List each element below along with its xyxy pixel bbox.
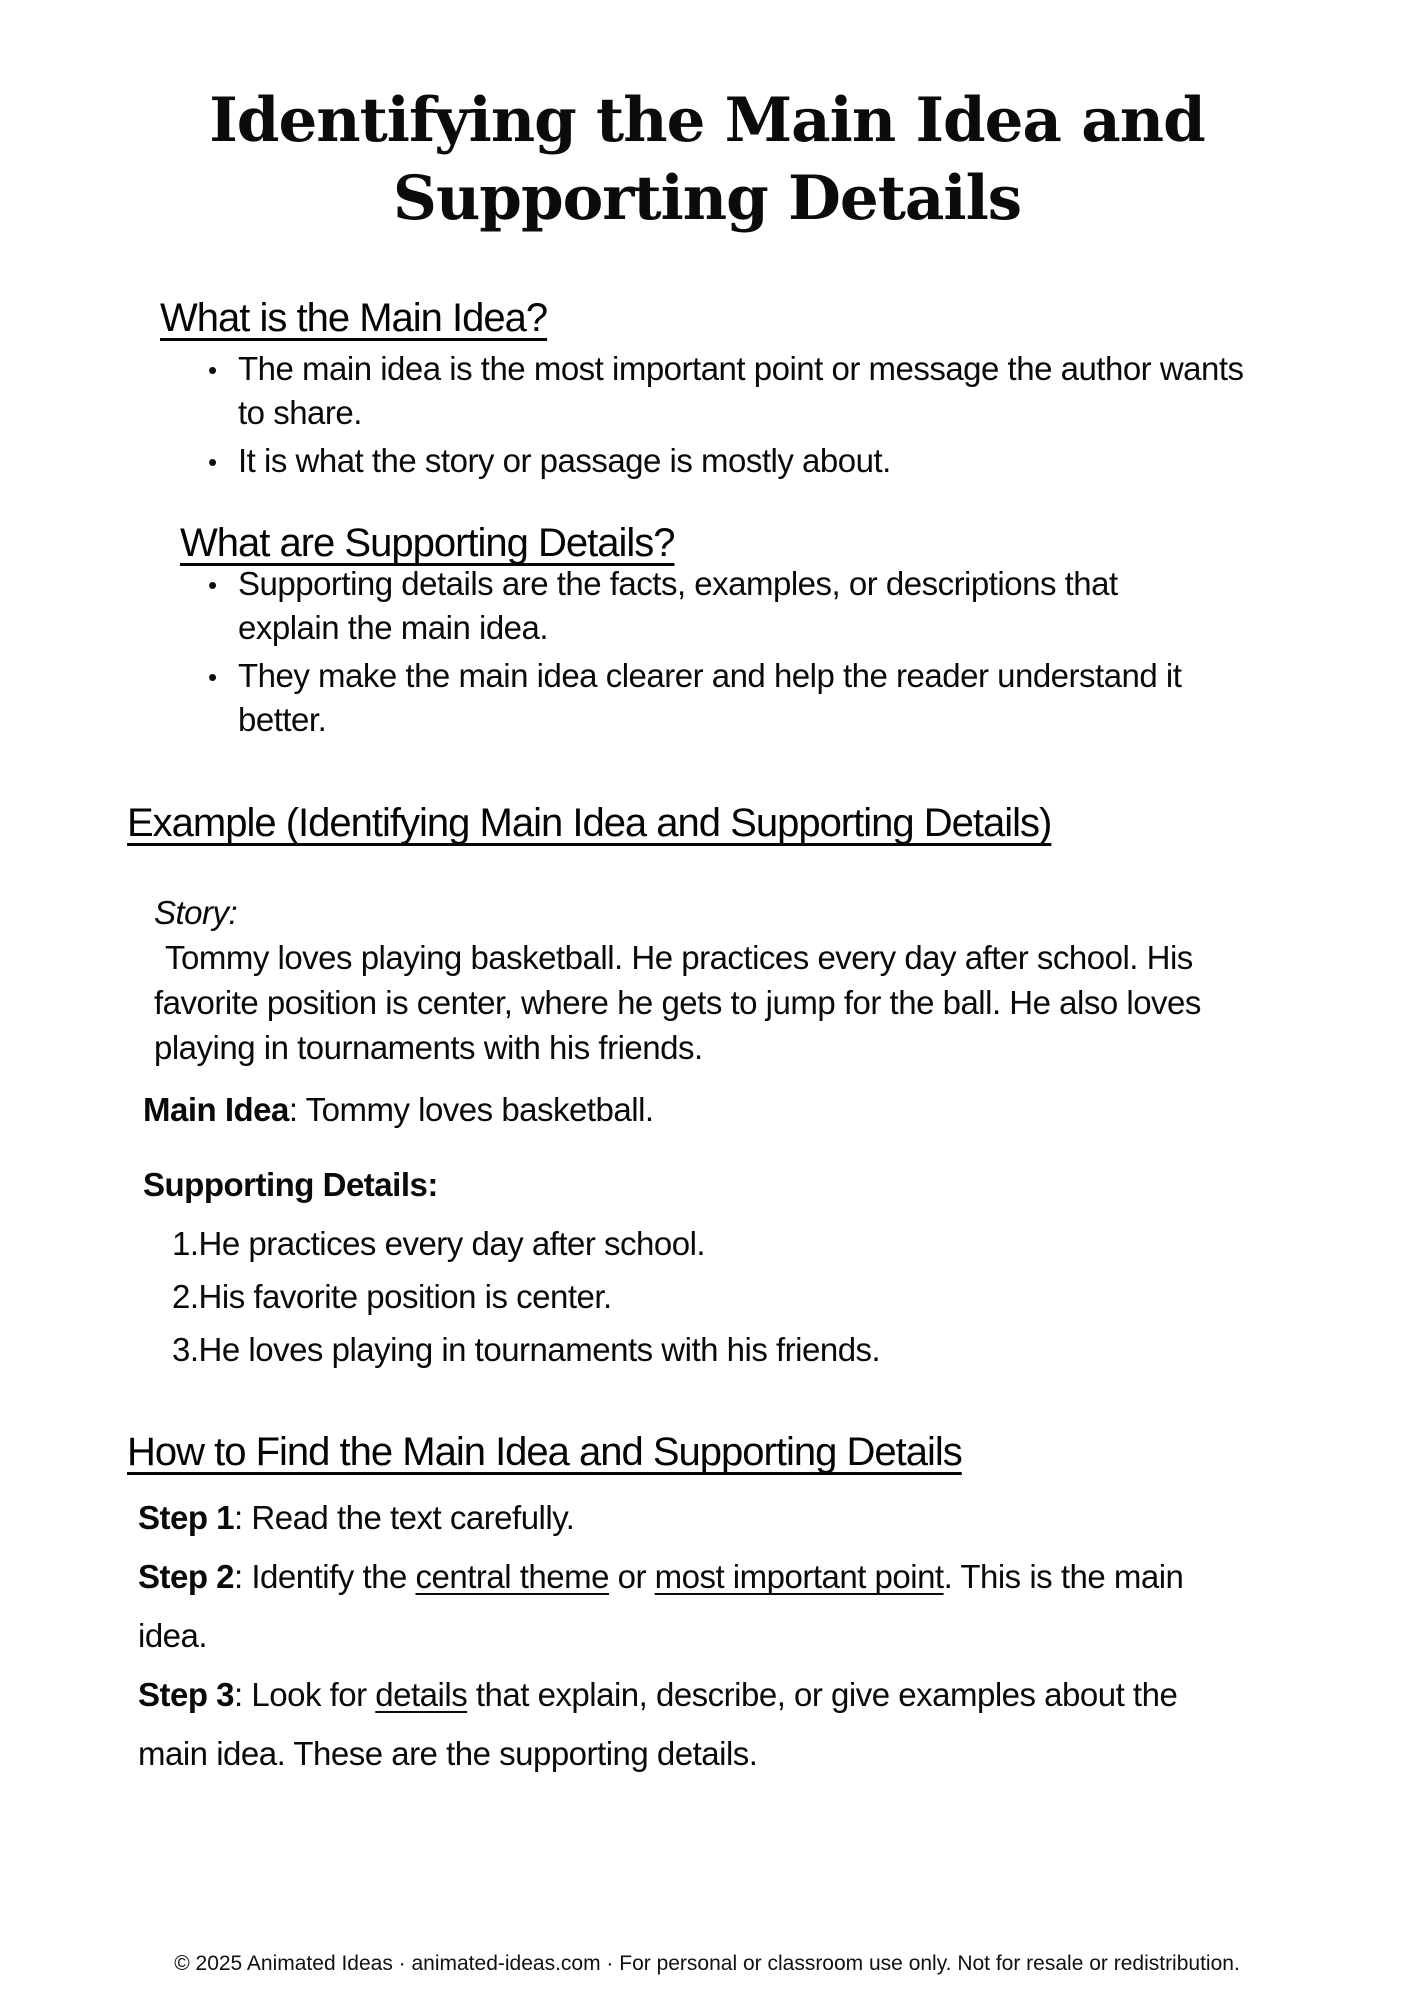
- step-2-text: : Identify the: [234, 1558, 416, 1595]
- step-2-wrap-line: idea.: [138, 1617, 208, 1654]
- numbered-item: [172, 1222, 880, 1266]
- step-2-underlined-phrase: central theme: [415, 1558, 609, 1595]
- step-2-text: or: [608, 1558, 655, 1595]
- bullet-icon: •: [208, 355, 217, 385]
- step-1-label: Step 1: [138, 1499, 235, 1536]
- item-number: 2.: [172, 1278, 199, 1315]
- step-3-text: : Look for: [234, 1676, 376, 1713]
- section-heading-what-are-supporting-details: What are Supporting Details?: [180, 521, 675, 565]
- list-item: [208, 439, 1244, 483]
- numbered-item: [172, 1328, 880, 1372]
- bullet-text-line: They make the main idea clearer and help the reader understand it: [238, 657, 1182, 694]
- section-heading-what-is-main-idea: What is the Main Idea?: [160, 296, 548, 340]
- example-main-idea-line: [143, 1091, 654, 1129]
- item-text: He loves playing in tournaments with his friends.: [198, 1331, 881, 1368]
- step-2-underlined-phrase: most important point: [654, 1558, 944, 1595]
- bullet-text-line: to share.: [238, 394, 362, 431]
- bullet-icon: •: [208, 570, 217, 600]
- supporting-details-bullet-list: [208, 562, 1182, 746]
- bullet-text-line: It is what the story or passage is mostly about.: [238, 442, 891, 479]
- page-title: [0, 82, 1414, 238]
- bullet-text-line: explain the main idea.: [238, 609, 549, 646]
- step-3-label: Step 3: [138, 1676, 235, 1713]
- item-number: 1.: [172, 1225, 199, 1262]
- step-3-underlined-phrase: details: [375, 1676, 468, 1713]
- story-text-line: Tommy loves playing basketball. He practices every day after school. His: [165, 939, 1193, 976]
- bullet-text-line: better.: [238, 701, 327, 738]
- main-idea-label: Main Idea: [143, 1091, 289, 1128]
- list-item: [208, 562, 1181, 650]
- step-3-wrap-line: main idea. These are the supporting details.: [138, 1735, 758, 1772]
- step-3-line: [138, 1665, 1183, 1724]
- copyright-footer: © 2025 Animated Ideas · animated-ideas.com · For personal or classroom use only. Not for resale or redistribution.: [174, 1952, 1240, 1975]
- item-number: 3.: [172, 1331, 199, 1368]
- main-idea-text: : Tommy loves basketball.: [288, 1091, 654, 1128]
- example-story: [154, 890, 1201, 1070]
- page-title-line-1: Identifying the Main Idea and: [209, 85, 1205, 156]
- supporting-details-numbered-list: [172, 1222, 880, 1381]
- numbered-item: [172, 1275, 880, 1319]
- story-text-line: playing in tournaments with his friends.: [154, 1029, 703, 1066]
- step-2-text: . This is the main: [943, 1558, 1184, 1595]
- list-item: [208, 654, 1182, 742]
- step-2-label: Step 2: [138, 1558, 235, 1595]
- main-idea-bullet-list: [208, 347, 1244, 487]
- section-heading-how-to-find: How to Find the Main Idea and Supporting Details: [127, 1430, 962, 1474]
- how-to-steps: [138, 1488, 1183, 1783]
- step-2-line: [138, 1547, 1183, 1606]
- item-text: His favorite position is center.: [198, 1278, 612, 1315]
- bullet-icon: •: [208, 662, 217, 692]
- item-text: He practices every day after school.: [198, 1225, 706, 1262]
- bullet-text-line: The main idea is the most important point or message the author wants: [238, 350, 1244, 387]
- story-text-line: favorite position is center, where he gets to jump for the ball. He also loves: [154, 984, 1201, 1021]
- supporting-details-label: Supporting Details:: [143, 1166, 438, 1203]
- section-heading-example: Example (Identifying Main Idea and Supporting Details): [127, 801, 1052, 845]
- bullet-icon: •: [208, 447, 217, 477]
- story-label: Story:: [154, 894, 238, 931]
- list-item: [208, 347, 1244, 435]
- page-title-line-2: Supporting Details: [392, 163, 1022, 234]
- step-1-text: : Read the text carefully.: [234, 1499, 575, 1536]
- step-1-line: [138, 1488, 1183, 1547]
- step-3-text: that explain, describe, or give examples about the: [467, 1676, 1178, 1713]
- bullet-text-line: Supporting details are the facts, examples, or descriptions that: [238, 565, 1118, 602]
